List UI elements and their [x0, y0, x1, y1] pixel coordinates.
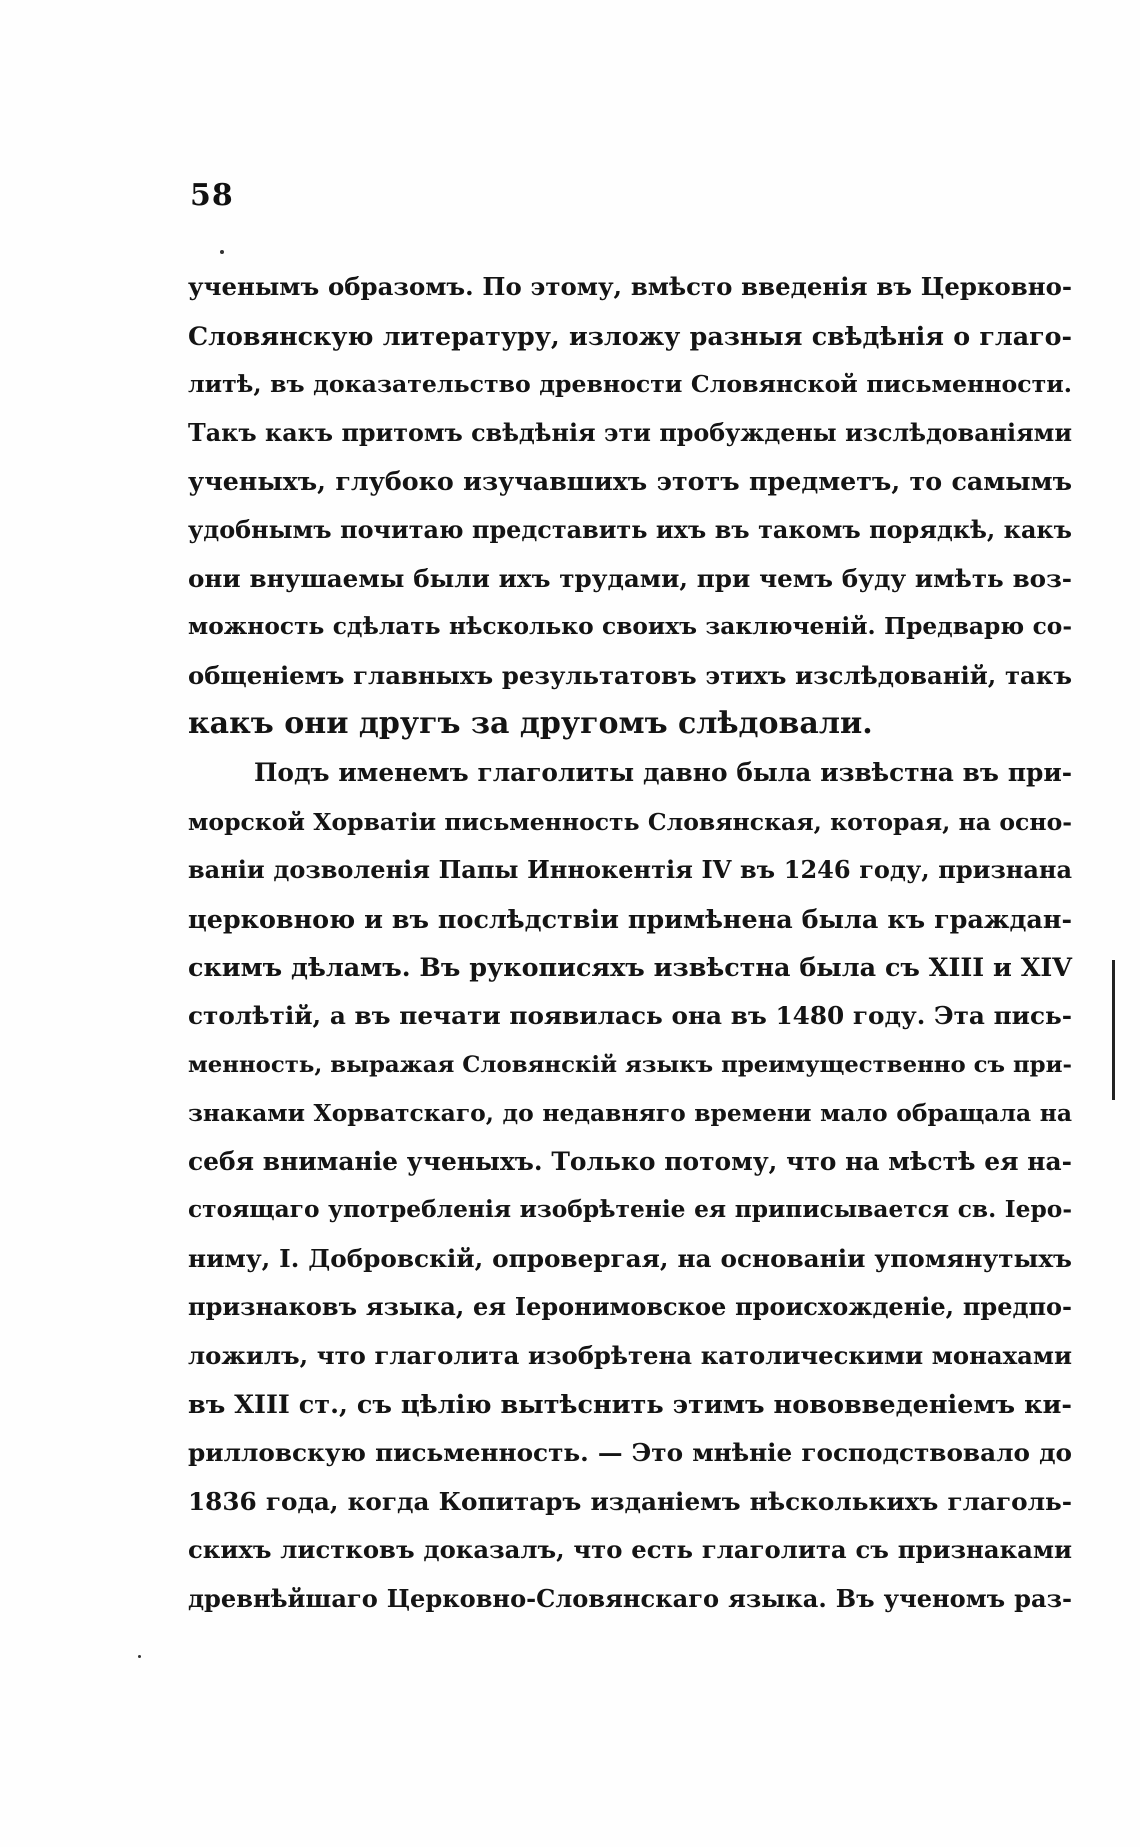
- text-line: ученымъ образомъ. По этому, вмѣсто введенія въ Церковно-: [188, 272, 1072, 301]
- text-line: литѣ, въ доказательство древности Словянской письменности.: [188, 370, 1072, 399]
- text-line: морской Хорватіи письменность Словянская, которая, на осно-: [188, 807, 1072, 836]
- text-line: можность сдѣлать нѣсколько своихъ заключеній. Предварю со-: [188, 613, 1072, 641]
- text-line: въ XIII ст., съ цѣлію вытѣснить этимъ нововведеніемъ ки-: [188, 1389, 1072, 1420]
- text-line: древнѣйшаго Церковно-Словянскаго языка. Въ ученомъ раз-: [188, 1584, 1072, 1614]
- scan-edge-mark: [1112, 960, 1115, 1100]
- text-line: признаковъ языка, ея Іеронимовское происхожденіе, предпо-: [188, 1292, 1072, 1322]
- text-line: Словянскую литературу, изложу разныя свѣдѣнія о глаго-: [188, 320, 1072, 351]
- text-line: ложилъ, что глаголита изобрѣтена католическими монахами: [188, 1341, 1072, 1371]
- text-line: скимъ дѣламъ. Въ рукописяхъ извѣстна была съ XIII и XIV: [188, 952, 1072, 983]
- text-line: стоящаго употребленія изобрѣтеніе ея приписывается св. Іеро-: [188, 1196, 1072, 1224]
- text-line: 1836 года, когда Копитаръ изданіемъ нѣсколькихъ глаголь-: [188, 1486, 1072, 1516]
- body-text: [188, 263, 1072, 1624]
- text-line: они внушаемы были ихъ трудами, при чемъ буду имѣть воз-: [188, 563, 1072, 593]
- text-line: церковною и въ послѣдствіи примѣнена была къ граждан-: [188, 903, 1072, 934]
- text-line: общеніемъ главныхъ результатовъ этихъ изслѣдованій, такъ: [188, 660, 1072, 690]
- text-line: столѣтій, а въ печати появилась она въ 1480 году. Эта пись-: [188, 1000, 1072, 1030]
- paragraph-first-line: Подъ именемъ глаголиты давно была извѣстна въ при-: [254, 757, 1072, 787]
- text-line: менность, выражая Словянскій языкъ преимущественно съ при-: [188, 1051, 1072, 1078]
- page-number: 58: [190, 178, 234, 213]
- text-line: удобнымъ почитаю представить ихъ въ такомъ порядкѣ, какъ: [188, 515, 1072, 544]
- text-line: себя вниманіе ученыхъ. Только потому, что на мѣстѣ ея на-: [188, 1146, 1072, 1176]
- text-line: знаками Хорватскаго, до недавняго времени мало обращала на: [188, 1099, 1072, 1128]
- text-line: рилловскую письменность. — Это мнѣніе господствовало до: [188, 1438, 1072, 1468]
- text-line: Такъ какъ притомъ свѣдѣнія эти пробуждены изслѣдованіями: [188, 418, 1072, 447]
- scan-speck: [138, 1655, 141, 1658]
- text-line: ученыхъ, глубоко изучавшихъ этотъ предметъ, то самымъ: [188, 466, 1072, 497]
- scan-speck: [220, 250, 224, 254]
- paragraph-last-line: какъ они другъ за другомъ слѣдовали.: [188, 706, 873, 742]
- text-line: ниму, І. Добровскій, опровергая, на основаніи упомянутыхъ: [188, 1243, 1072, 1273]
- text-line: скихъ листковъ доказалъ, что есть глаголита съ признаками: [188, 1535, 1072, 1565]
- text-line: ваніи дозволенія Папы Иннокентія IV въ 1246 году, признана: [188, 855, 1072, 885]
